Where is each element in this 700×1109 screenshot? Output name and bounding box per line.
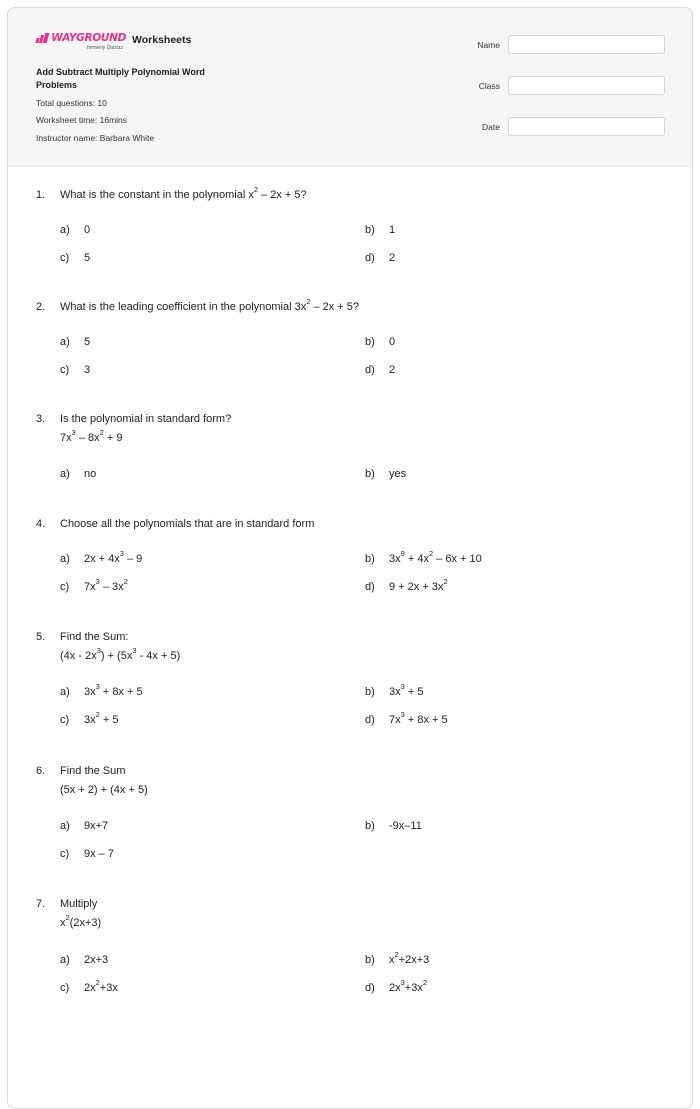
question-expression: $7x^3 - 8x^2 + 9$ bbox=[60, 428, 123, 444]
option-a bbox=[60, 336, 90, 348]
option-text: 2 bbox=[389, 252, 396, 264]
option-b bbox=[365, 224, 395, 236]
name-input[interactable] bbox=[508, 35, 665, 54]
option-d bbox=[365, 252, 395, 264]
option-letter: a) bbox=[60, 820, 70, 832]
option-b bbox=[365, 336, 395, 348]
question-number: 4. bbox=[36, 518, 46, 530]
option-letter: c) bbox=[60, 982, 70, 994]
option-c bbox=[60, 710, 119, 726]
option-d bbox=[365, 710, 448, 726]
worksheet-header bbox=[8, 8, 692, 167]
instructor-name: Instructor name: Barbara White bbox=[36, 133, 155, 143]
option-text: -9x–11 bbox=[389, 820, 422, 832]
brand bbox=[36, 32, 191, 51]
option-text: yes bbox=[389, 468, 407, 480]
option-text: no bbox=[84, 468, 97, 480]
class-label: Class bbox=[478, 80, 500, 91]
option-text: $3x^2 + 5$ bbox=[84, 710, 119, 726]
question-text: Find the Sum bbox=[60, 765, 126, 777]
option-text: $2x + 4x^3 - 9$ bbox=[84, 549, 143, 565]
option-text: $3x^3 + 5$ bbox=[389, 682, 424, 698]
option-c bbox=[60, 577, 128, 593]
question-number: 1. bbox=[36, 189, 46, 201]
option-text: $9 + 2x + 3x^2$ bbox=[389, 577, 448, 593]
option-letter: d) bbox=[365, 982, 375, 994]
option-d bbox=[365, 978, 428, 994]
class-field-row bbox=[460, 76, 665, 95]
option-c bbox=[60, 252, 90, 264]
question-number: 2. bbox=[36, 301, 46, 313]
option-c bbox=[60, 364, 90, 376]
question-expression: (5x + 2) + (4x + 5) bbox=[60, 784, 148, 796]
question-expression: $(4x - 2x^3) + (5x^3 - 4x + 5)$ bbox=[60, 646, 181, 662]
question-text: Find the Sum: bbox=[60, 631, 129, 643]
option-text: 2x+3 bbox=[84, 954, 109, 966]
option-letter: b) bbox=[365, 686, 375, 698]
option-letter: d) bbox=[365, 714, 375, 726]
wayground-logo bbox=[36, 32, 126, 51]
option-text: $7x^3 + 8x + 5$ bbox=[389, 710, 448, 726]
logo-subtitle: formerly Quizizz bbox=[87, 45, 123, 51]
worksheet-title: Add Subtract Multiply Polynomial Word Problems bbox=[36, 67, 205, 90]
worksheet-page bbox=[7, 7, 693, 1109]
option-d bbox=[365, 364, 395, 376]
option-letter: a) bbox=[60, 553, 70, 565]
logo-wordmark: WAYGROUND bbox=[51, 32, 126, 44]
option-letter: b) bbox=[365, 336, 375, 348]
question-text: Multiply bbox=[60, 898, 98, 910]
name-label: Name bbox=[477, 39, 500, 50]
option-letter: b) bbox=[365, 820, 375, 832]
option-text: 3 bbox=[84, 364, 91, 376]
option-text: 5 bbox=[84, 252, 91, 264]
option-text: 0 bbox=[389, 336, 396, 348]
option-text: $2x^3+3x^2$ bbox=[389, 978, 428, 994]
date-field-row bbox=[460, 117, 665, 136]
question-number: 3. bbox=[36, 413, 46, 425]
option-a bbox=[60, 682, 143, 698]
option-letter: a) bbox=[60, 336, 70, 348]
date-label: Date bbox=[482, 121, 500, 132]
option-b bbox=[365, 549, 482, 565]
question-expression: $x^2(2x+3)$ bbox=[60, 913, 102, 929]
option-letter: a) bbox=[60, 686, 70, 698]
option-a bbox=[60, 954, 108, 966]
option-letter: d) bbox=[365, 581, 375, 593]
option-text: $3x^9 + 4x^2 - 6x + 10$ bbox=[389, 549, 482, 565]
question-text: What is the constant in the polynomial $x^2 - 2x + 5$? bbox=[60, 185, 307, 201]
option-text: 2 bbox=[389, 364, 396, 376]
option-text: 5 bbox=[84, 336, 91, 348]
option-text: $2x^2+3x$ bbox=[84, 978, 118, 994]
option-d bbox=[365, 577, 448, 593]
date-input[interactable] bbox=[508, 117, 665, 136]
total-questions: Total questions: 10 bbox=[36, 98, 107, 108]
option-a bbox=[60, 820, 108, 832]
question-number: 6. bbox=[36, 765, 46, 777]
question-number: 7. bbox=[36, 898, 46, 910]
option-b bbox=[365, 682, 424, 698]
question-text: What is the leading coefficient in the polynomial $3x^2 - 2x + 5$? bbox=[60, 297, 360, 313]
brand-title: Worksheets bbox=[132, 34, 192, 46]
option-letter: c) bbox=[60, 581, 70, 593]
option-text: $x^2+2x+3$ bbox=[389, 950, 430, 966]
option-letter: b) bbox=[365, 224, 375, 236]
option-letter: b) bbox=[365, 468, 375, 480]
option-letter: d) bbox=[365, 364, 375, 376]
class-input[interactable] bbox=[508, 76, 665, 95]
option-b bbox=[365, 820, 422, 832]
question-number: 5. bbox=[36, 631, 46, 643]
option-text: 9x – 7 bbox=[84, 848, 114, 860]
option-c bbox=[60, 848, 114, 860]
option-letter: b) bbox=[365, 553, 375, 565]
worksheet-time: Worksheet time: 16mins bbox=[36, 115, 128, 125]
name-field-row bbox=[460, 35, 665, 54]
option-letter: c) bbox=[60, 364, 70, 376]
option-a bbox=[60, 468, 96, 480]
option-letter: a) bbox=[60, 468, 70, 480]
option-text: 9x+7 bbox=[84, 820, 109, 832]
option-letter: c) bbox=[60, 848, 70, 860]
option-letter: a) bbox=[60, 954, 70, 966]
question-text: Choose all the polynomials that are in standard form bbox=[60, 518, 315, 530]
option-text: 1 bbox=[389, 224, 396, 236]
option-b bbox=[365, 950, 430, 966]
question-text: Is the polynomial in standard form? bbox=[60, 413, 232, 425]
option-letter: d) bbox=[365, 252, 375, 264]
option-a bbox=[60, 224, 90, 236]
option-letter: b) bbox=[365, 954, 375, 966]
option-letter: c) bbox=[60, 252, 70, 264]
option-text: 0 bbox=[84, 224, 91, 236]
option-a bbox=[60, 549, 143, 565]
option-text: $7x^3 - 3x^2$ bbox=[84, 577, 128, 593]
option-text: $3x^3 + 8x + 5$ bbox=[84, 682, 143, 698]
option-b bbox=[365, 468, 406, 480]
option-c bbox=[60, 978, 118, 994]
option-letter: a) bbox=[60, 224, 70, 236]
wayground-logo-icon bbox=[36, 33, 48, 43]
option-letter: c) bbox=[60, 714, 70, 726]
